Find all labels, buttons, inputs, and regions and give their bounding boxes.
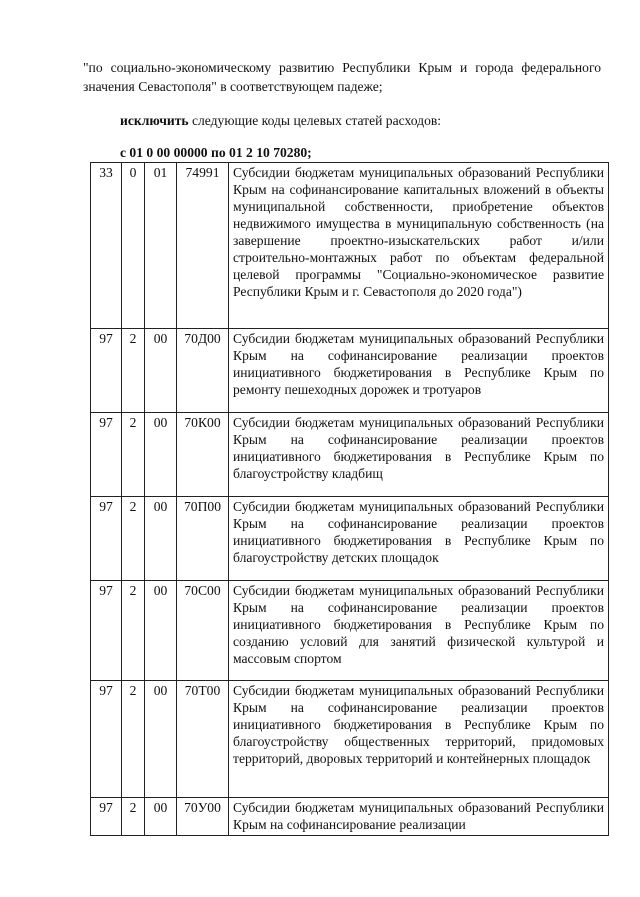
row-description: Субсидии бюджетам муниципальных образований Республики Крым на софинансирование реализации проектов инициативного бюджетирования в Республике Крым по ремонту пешеходных дорожек и тротуаров [229, 329, 609, 413]
budget-codes-table [90, 162, 609, 836]
code-part-2: 2 [122, 798, 145, 836]
row-description: Субсидии бюджетам муниципальных образований Республики Крым на софинансирование реализации [229, 798, 609, 836]
code-part-4: 70П00 [177, 497, 229, 581]
row-description: Субсидии бюджетам муниципальных образований Республики Крым на софинансирование реализации проектов инициативного бюджетирования в Республике Крым по созданию условий для занятий физической культурой и массовым спортом [229, 581, 609, 681]
row-description: Субсидии бюджетам муниципальных образований Республики Крым на софинансирование реализации проектов инициативного бюджетирования в Республике Крым по благоустройству детских площадок [229, 497, 609, 581]
code-part-1: 97 [91, 581, 122, 681]
code-part-4: 70С00 [177, 581, 229, 681]
code-part-1: 33 [91, 163, 122, 329]
instruction-text: следующие коды целевых статей расходов: [188, 113, 442, 128]
code-part-4: 74991 [177, 163, 229, 329]
code-part-1: 97 [91, 798, 122, 836]
row-description: Субсидии бюджетам муниципальных образований Республики Крым на софинансирование реализации проектов инициативного бюджетирования в Республике Крым по благоустройству общественных территорий, придомовых территорий, дворовых территорий и контейнерных площадок [229, 681, 609, 798]
code-part-1: 97 [91, 329, 122, 413]
code-part-2: 2 [122, 681, 145, 798]
table-row [91, 163, 609, 329]
code-part-4: 70Д00 [177, 329, 229, 413]
code-part-2: 2 [122, 497, 145, 581]
code-part-3: 00 [145, 497, 177, 581]
code-part-3: 00 [145, 581, 177, 681]
table-row [91, 581, 609, 681]
code-part-3: 01 [145, 163, 177, 329]
code-part-2: 2 [122, 413, 145, 497]
code-range: с 01 0 00 00000 по 01 2 10 70280; [120, 145, 312, 160]
code-part-1: 97 [91, 681, 122, 798]
instruction-line [120, 111, 441, 130]
code-part-1: 97 [91, 413, 122, 497]
code-part-2: 2 [122, 329, 145, 413]
intro-text: "по социально-экономическому развитию Республики Крым и города федерального значения Севастополя" в соответствующем падеже; [83, 60, 601, 94]
code-part-2: 2 [122, 581, 145, 681]
code-part-4: 70К00 [177, 413, 229, 497]
code-part-3: 00 [145, 798, 177, 836]
code-part-1: 97 [91, 497, 122, 581]
code-part-3: 00 [145, 413, 177, 497]
code-part-2: 0 [122, 163, 145, 329]
row-description: Субсидии бюджетам муниципальных образований Республики Крым на софинансирование реализации проектов инициативного бюджетирования в Республике Крым по благоустройству кладбищ [229, 413, 609, 497]
code-part-4: 70У00 [177, 798, 229, 836]
table-row [91, 413, 609, 497]
table-row [91, 798, 609, 836]
table-row [91, 681, 609, 798]
row-description: Субсидии бюджетам муниципальных образований Республики Крым на софинансирование капитальных вложений в объекты муниципальной собственности, приобретение объектов недвижимого имущества в муниципальную собственность (на завершение проектно-изыскательских работ и/или строительно-монтажных работ по объектам федеральной целевой программы "Социально-экономическое развитие Республики Крым и г. Севастополя до 2020 года") [229, 163, 609, 329]
code-part-3: 00 [145, 681, 177, 798]
table-row [91, 497, 609, 581]
instruction-keyword: исключить [120, 113, 189, 128]
code-part-3: 00 [145, 329, 177, 413]
intro-paragraph [83, 58, 601, 96]
table-row [91, 329, 609, 413]
code-part-4: 70Т00 [177, 681, 229, 798]
